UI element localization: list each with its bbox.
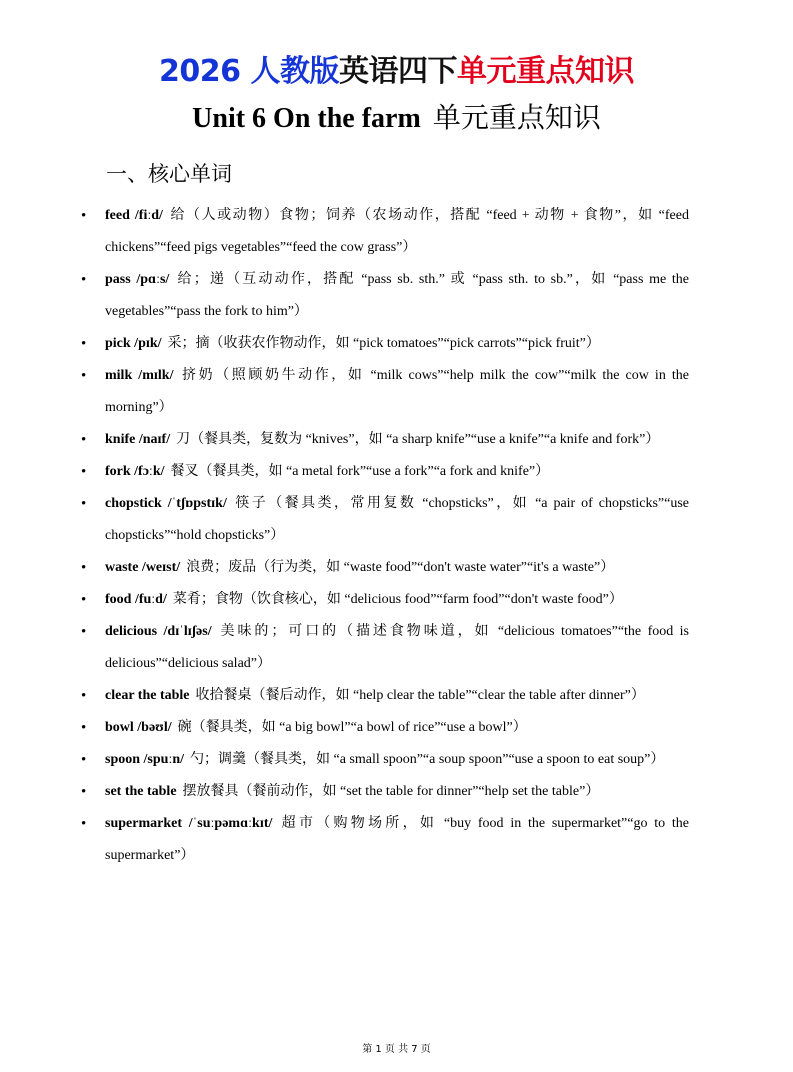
vocabulary-word: fork /fɔːk/ [105, 464, 165, 479]
vocabulary-definition: 浪费；废品（行为类，如 “waste food”“don't waste water”“it's a waste”） [186, 560, 615, 575]
vocabulary-definition: 挤奶（照顾奶牛动作，如 “milk cows”“help milk the cow”“milk the cow in the morning”） [105, 368, 689, 415]
vocabulary-item [0, 776, 793, 808]
vocabulary-definition: 超市（购物场所，如 “buy food in the supermarket”“go to the supermarket”） [105, 816, 690, 863]
vocabulary-definition: 美味的；可口的（描述食物味道，如 “delicious tomatoes”“the food is delicious”“delicious salad”） [105, 624, 689, 671]
vocabulary-word: knife /naɪf/ [105, 432, 171, 447]
page-banner [0, 50, 793, 94]
vocabulary-word: food /fuːd/ [105, 592, 167, 607]
vocabulary-word: supermarket /ˈsuːpəmɑːkɪt/ [105, 816, 273, 831]
vocabulary-definition: 菜肴；食物（饮食核心，如 “delicious food”“farm food”“don't waste food”） [172, 592, 623, 607]
vocabulary-definition: 筷子（餐具类，常用复数 “chopsticks”，如 “a pair of chopsticks”“use chopsticks”“hold chopsticks”） [105, 496, 689, 543]
vocabulary-definition: 摆放餐具（餐前动作，如 “set the table for dinner”“help set the table”） [182, 784, 600, 799]
vocabulary-word: pick /pɪk/ [105, 336, 162, 351]
vocabulary-word: bowl /bəʊl/ [105, 720, 172, 735]
vocabulary-item [0, 616, 793, 680]
vocabulary-item [0, 360, 793, 424]
vocabulary-item [0, 808, 793, 872]
vocabulary-item [0, 456, 793, 488]
section-heading: 一、核心单词 [106, 162, 232, 186]
vocabulary-item [0, 712, 793, 744]
vocabulary-definition: 勺；调羹（餐具类，如 “a small spoon”“a soup spoon”“use a spoon to eat soup”） [190, 752, 665, 767]
vocabulary-item [0, 328, 793, 360]
vocabulary-item [0, 488, 793, 552]
vocabulary-item [0, 744, 793, 776]
vocabulary-item [0, 264, 793, 328]
vocabulary-definition: 给（人或动物）食物；饲养（农场动作，搭配 “feed + 动物 + 食物”，如 “feed chickens”“feed pigs vegetables”“feed the cow grass”） [105, 208, 689, 255]
vocabulary-definition: 采；摘（收获农作物动作，如 “pick tomatoes”“pick carrots”“pick fruit”） [167, 336, 600, 351]
unit-subtitle: 单元重点知识 [432, 101, 601, 134]
vocabulary-item [0, 680, 793, 712]
vocabulary-word: feed /fiːd/ [105, 208, 163, 223]
banner-topic: 单元重点知识 [456, 54, 634, 89]
vocabulary-definition: 收拾餐桌（餐后动作，如 “help clear the table”“clear the table after dinner”） [195, 688, 645, 703]
vocabulary-word: clear the table [105, 688, 190, 703]
vocabulary-word: set the table [105, 784, 177, 799]
vocabulary-word: spoon /spuːn/ [105, 752, 184, 767]
banner-subject-grade: 英语四下 [338, 54, 457, 89]
page-title [0, 98, 793, 139]
vocabulary-item [0, 552, 793, 584]
vocabulary-definition: 餐叉（餐具类，如 “a metal fork”“use a fork”“a fork and knife”） [170, 464, 550, 479]
vocabulary-definition: 给；递（互动动作，搭配 “pass sb. sth.” 或 “pass sth. to sb.”，如 “pass me the vegetables”“pass the fork to him”） [105, 272, 689, 319]
vocabulary-word: chopstick /ˈtʃɒpstɪk/ [105, 496, 227, 511]
banner-year-edition: 2026 人教版 [159, 54, 339, 89]
vocabulary-item [0, 424, 793, 456]
vocabulary-word: pass /pɑːs/ [105, 272, 170, 287]
vocabulary-word: delicious /dɪˈlɪʃəs/ [105, 624, 212, 639]
page-footer: 第 1 页 共 7 页 [362, 1044, 431, 1055]
vocabulary-item [0, 584, 793, 616]
vocabulary-word: milk /mɪlk/ [105, 368, 174, 383]
vocabulary-item [0, 200, 793, 264]
unit-title: Unit 6 On the farm [192, 103, 421, 134]
vocabulary-definition: 碗（餐具类，如 “a big bowl”“a bowl of rice”“use a bowl”） [177, 720, 527, 735]
vocabulary-definition: 刀（餐具类，复数为 “knives”，如 “a sharp knife”“use a knife”“a knife and fork”） [176, 432, 660, 447]
vocabulary-word: waste /weɪst/ [105, 560, 181, 575]
vocabulary-list [0, 200, 793, 872]
